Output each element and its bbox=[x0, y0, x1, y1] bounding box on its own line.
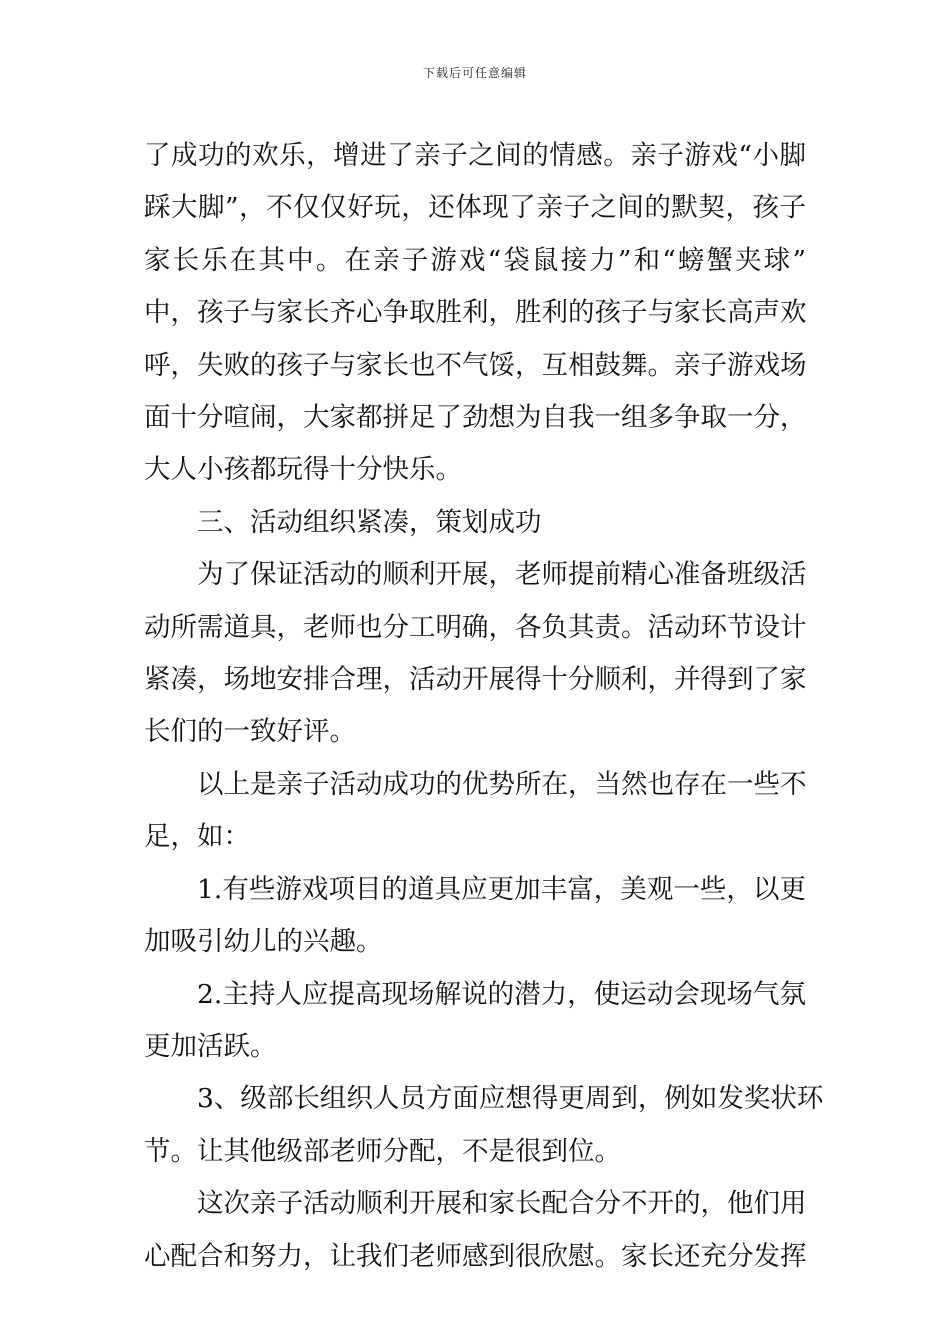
paragraph-line: 了成功的欢乐，增进了亲子之间的情感。亲子游戏“小脚 bbox=[144, 140, 806, 171]
paragraph-line: 1.有些游戏项目的道具应更加丰富，美观一些，以更 bbox=[197, 873, 806, 905]
paragraph bbox=[144, 497, 806, 549]
paragraph-line: 更加活跃。 bbox=[144, 1030, 277, 1062]
paragraph-line: 为了保证活动的顺利开展，老师提前精心准备班级活 bbox=[197, 559, 807, 591]
document-body bbox=[144, 130, 824, 1283]
paragraph bbox=[144, 549, 806, 759]
paragraph-line: 以上是亲子活动成功的优势所在，当然也存在一些不 bbox=[197, 768, 807, 800]
paragraph bbox=[144, 759, 806, 864]
paragraph-line: 长们的一致好评。 bbox=[144, 716, 356, 748]
paragraph-line: 这次亲子活动顺利开展和家长配合分不开的，他们用 bbox=[197, 1188, 807, 1220]
paragraph-line: 心配合和努力，让我们老师感到很欣慰。家长还充分发挥 bbox=[144, 1240, 807, 1272]
paragraph-line: 踩大脚”，不仅仅好玩，还体现了亲子之间的默契，孩子 bbox=[144, 192, 806, 224]
paragraph-line: 呼，失败的孩子与家长也不气馁，互相鼓舞。亲子游戏场 bbox=[144, 349, 807, 381]
page-header: 下载后可任意编辑 bbox=[422, 66, 527, 80]
paragraph-line: 节。让其他级部老师分配，不是很到位。 bbox=[144, 1135, 621, 1167]
paragraph-line: 3、级部长组织人员方面应想得更周到，例如发奖状环 bbox=[197, 1083, 824, 1115]
paragraph-line: 三、活动组织紧凑，策划成功 bbox=[197, 506, 542, 538]
paragraph-line: 动所需道具，老师也分工明确，各负其责。活动环节设计 bbox=[144, 611, 807, 643]
paragraph-line: 加吸引幼儿的兴趣。 bbox=[144, 926, 383, 958]
paragraph bbox=[144, 1073, 824, 1178]
paragraph bbox=[144, 1178, 806, 1283]
paragraph-line: 2.主持人应提高现场解说的潜力，使运动会现场气氛 bbox=[197, 978, 806, 1010]
paragraph-line: 大人小孩都玩得十分快乐。 bbox=[144, 454, 462, 486]
paragraph bbox=[144, 864, 806, 969]
paragraph-line: 面十分喧闹，大家都拼足了劲想为自我一组多争取一分， bbox=[144, 402, 807, 434]
paragraph-line: 足，如： bbox=[144, 821, 250, 853]
paragraph bbox=[144, 130, 806, 497]
paragraph-line: 家长乐在其中。在亲子游戏“袋鼠接力”和“螃蟹夹球” bbox=[144, 244, 806, 276]
paragraph bbox=[144, 969, 806, 1074]
paragraph-line: 中，孩子与家长齐心争取胜利，胜利的孩子与家长高声欢 bbox=[144, 297, 807, 329]
paragraph-line: 紧凑，场地安排合理，活动开展得十分顺利，并得到了家 bbox=[144, 664, 807, 696]
